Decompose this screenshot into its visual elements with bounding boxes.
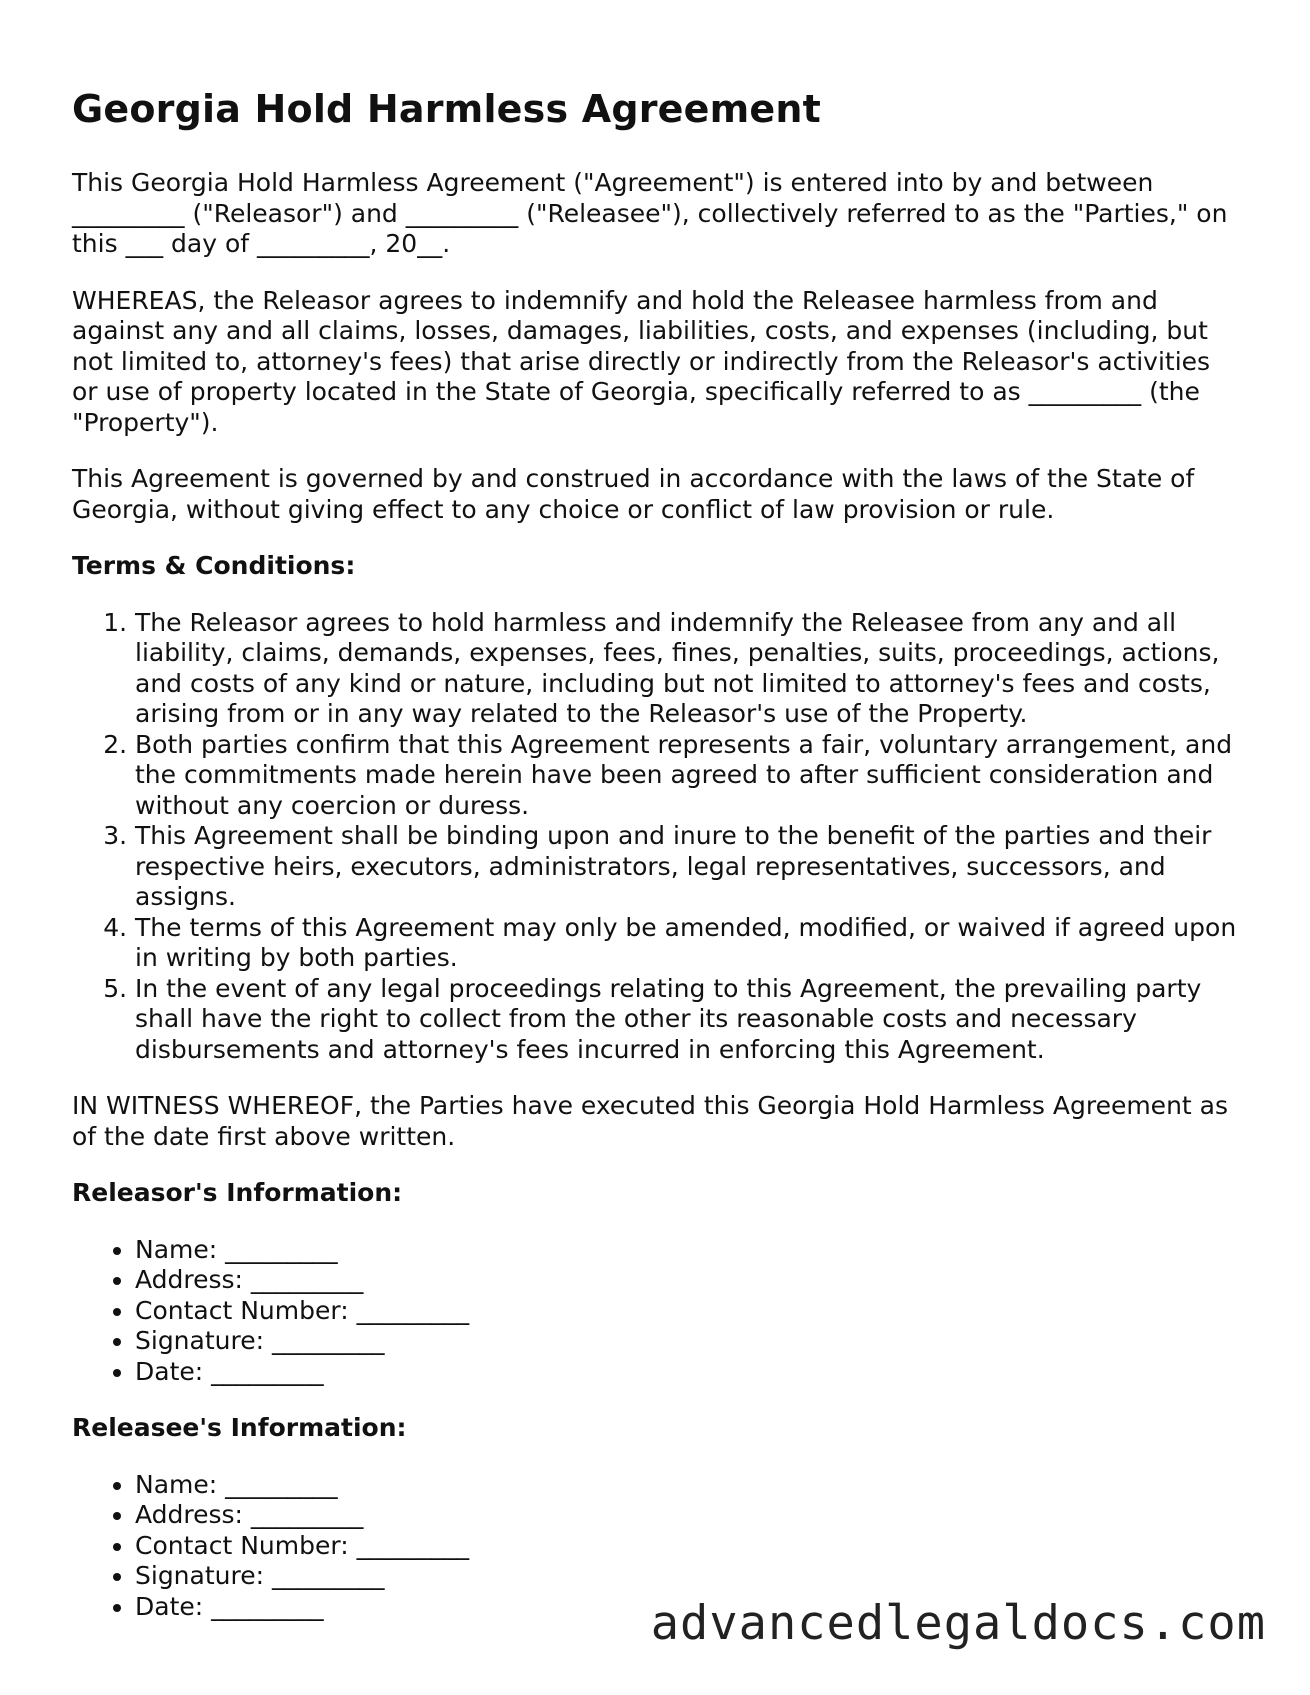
releasor-address-field: • Address: _________ [135, 1265, 1242, 1296]
releasor-fields [72, 1235, 1242, 1388]
releasee-signature-field: • Signature: _________ [135, 1561, 1242, 1592]
document-page [72, 86, 1242, 1648]
releasee-heading: Releasee's Information: [72, 1413, 407, 1442]
witness-paragraph: IN WITNESS WHEREOF, the Parties have executed this Georgia Hold Harmless Agreement as of the date first above written. [72, 1091, 1229, 1151]
intro-paragraph: This Georgia Hold Harmless Agreement ("Agreement") is entered into by and between _________ ("Releasor") and _________ ("Releasee"), collectively referred to as the "Parties," on this ___ day of _________, 20__. [72, 168, 1228, 258]
site-watermark: advancedlegaldocs.com [650, 1596, 1266, 1651]
document-title: Georgia Hold Harmless Agreement [72, 87, 821, 131]
releasor-date-field: • Date: _________ [135, 1357, 1242, 1388]
releasee-contact-field: • Contact Number: _________ [135, 1531, 1242, 1562]
releasor-contact-field: • Contact Number: _________ [135, 1296, 1242, 1327]
releasor-signature-field: • Signature: _________ [135, 1326, 1242, 1357]
releasor-heading: Releasor's Information: [72, 1178, 403, 1207]
terms-list [72, 608, 1242, 1066]
term-item: 3. This Agreement shall be binding upon and inure to the benefit of the parties and their respective heirs, executors, administrators, legal representatives, successors, and assigns. [135, 821, 1242, 913]
term-item: 1. The Releasor agrees to hold harmless and indemnify the Releasee from any and all liability, claims, demands, expenses, fees, fines, penalties, suits, proceedings, actions, and costs of any kind or nature, including but not limited to attorney's fees and costs, arising from or in any way related to the Releasor's use of the Property. [135, 608, 1242, 730]
governing-law-paragraph: This Agreement is governed by and construed in accordance with the laws of the State of Georgia, without giving effect to any choice or conflict of law provision or rule. [72, 464, 1195, 524]
releasee-name-field: • Name: _________ [135, 1470, 1242, 1501]
terms-heading: Terms & Conditions: [72, 551, 356, 580]
releasor-name-field: • Name: _________ [135, 1235, 1242, 1266]
whereas-paragraph: WHEREAS, the Releasor agrees to indemnify and hold the Releasee harmless from and against any and all claims, losses, damages, liabilities, costs, and expenses (including, but not limited to, attorney's fees) that arise directly or indirectly from the Releasor's activities or use of property located in the State of Georgia, specifically referred to as _________ (the "Property"). [72, 285, 1211, 437]
term-item: 5. In the event of any legal proceedings relating to this Agreement, the prevailing party shall have the right to collect from the other its reasonable costs and necessary disbursements and attorney's fees incurred in enforcing this Agreement. [135, 974, 1242, 1066]
term-item: 4. The terms of this Agreement may only be amended, modified, or waived if agreed upon in writing by both parties. [135, 913, 1242, 974]
term-item: 2. Both parties confirm that this Agreement represents a fair, voluntary arrangement, and the commitments made herein have been agreed to after sufficient consideration and without any coercion or duress. [135, 730, 1242, 822]
releasee-date-field: • Date: _________ [135, 1592, 1242, 1623]
releasee-address-field: • Address: _________ [135, 1500, 1242, 1531]
